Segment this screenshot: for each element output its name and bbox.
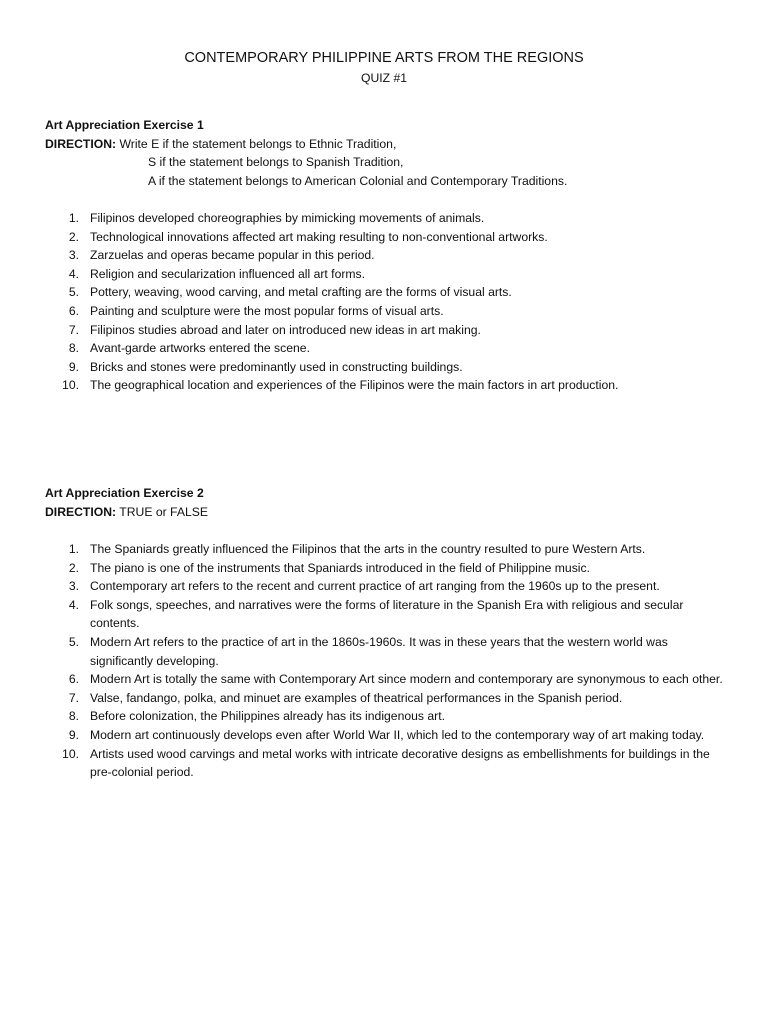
item-number: 3. (68, 248, 79, 263)
item-text: Avant-garde artworks entered the scene. (90, 341, 310, 356)
item-text: Filipinos studies abroad and later on introduced new ideas in art making. (90, 322, 481, 337)
item-number: 10. (62, 746, 79, 761)
list-item (45, 745, 730, 782)
exercise2-direction (45, 503, 735, 522)
item-text: Modern Art refers to the practice of art in the 1860s-1960s. It was in these years that the western world was significantly developing. (90, 634, 668, 668)
list-item (45, 726, 730, 745)
item-text: Zarzuelas and operas became popular in this period. (90, 248, 375, 263)
item-number: 5. (68, 634, 79, 649)
item-text: Modern art continuously develops even after World War II, which led to the contemporary way of art making today. (90, 727, 705, 742)
item-text: Valse, fandango, polka, and minuet are examples of theatrical performances in the Spanish period. (90, 690, 623, 705)
exercise2-heading: Art Appreciation Exercise 2 (45, 486, 204, 500)
item-number: 4. (68, 266, 79, 281)
exercise2-header (45, 484, 735, 521)
list-item (45, 633, 730, 670)
list-item (45, 228, 730, 247)
item-number: 2. (68, 229, 79, 244)
exercise2-direction-label: DIRECTION: (45, 504, 117, 519)
item-number: 8. (68, 709, 79, 724)
item-text: Before colonization, the Philippines already has its indigenous art. (90, 709, 446, 724)
item-text: Folk songs, speeches, and narratives were the forms of literature in the Spanish Era with religious and secular contents. (90, 597, 684, 631)
list-item (45, 707, 730, 726)
page-title: CONTEMPORARY PHILIPPINE ARTS FROM THE REGIONS (184, 50, 584, 66)
item-number: 1. (68, 211, 79, 225)
exercise1-direction-line-3: A if the statement belongs to American Colonial and Contemporary Traditions. (148, 173, 568, 188)
item-number: 10. (62, 378, 79, 393)
exercise1-direction-line-2: S if the statement belongs to Spanish Tradition, (148, 155, 404, 170)
item-text: Contemporary art refers to the recent and current practice of art ranging from the 1960s up to the present. (90, 579, 660, 594)
exercise1-question-list (45, 209, 730, 395)
item-number: 1. (68, 542, 79, 556)
item-text: Modern Art is totally the same with Contemporary Art since modern and contemporary are synonymous to each other. (90, 672, 723, 687)
list-item (45, 540, 730, 559)
exercise1-direction (45, 135, 735, 154)
exercise2-direction-text: TRUE or FALSE (119, 504, 208, 519)
list-item (45, 689, 730, 708)
exercise1-heading: Art Appreciation Exercise 1 (45, 118, 204, 132)
list-item (45, 376, 730, 395)
item-number: 3. (68, 579, 79, 594)
list-item (45, 596, 730, 633)
item-number: 4. (68, 597, 79, 612)
item-number: 7. (68, 690, 79, 705)
item-number: 2. (68, 560, 79, 575)
item-text: The Spaniards greatly influenced the Filipinos that the arts in the country resulted to pure Western Arts. (90, 542, 646, 556)
quiz-subtitle: QUIZ #1 (360, 71, 408, 85)
list-item (45, 339, 730, 358)
list-item (45, 358, 730, 377)
item-text: Artists used wood carvings and metal works with intricate decorative designs as embellishments for buildings in the pre-colonial period. (90, 746, 710, 780)
exercise1-direction-line-1: Write E if the statement belongs to Ethnic Tradition, (119, 136, 397, 151)
item-text: Filipinos developed choreographies by mimicking movements of animals. (90, 211, 485, 225)
item-text: Religion and secularization influenced all art forms. (90, 266, 366, 281)
exercise2-question-list (45, 540, 730, 782)
list-item (45, 283, 730, 302)
list-item (45, 302, 730, 321)
list-item (45, 670, 730, 689)
list-item (45, 246, 730, 265)
item-number: 6. (68, 672, 79, 687)
list-item (45, 577, 730, 596)
item-text: The geographical location and experiences of the Filipinos were the main factors in art production. (90, 378, 619, 393)
list-item (45, 265, 730, 284)
item-number: 9. (68, 359, 79, 374)
list-item (45, 559, 730, 578)
item-text: Pottery, weaving, wood carving, and metal crafting are the forms of visual arts. (90, 285, 512, 300)
exercise1-direction-label: DIRECTION: (45, 136, 117, 151)
item-number: 5. (68, 285, 79, 300)
item-text: Painting and sculpture were the most popular forms of visual arts. (90, 303, 444, 318)
item-number: 8. (68, 341, 79, 356)
exercise1-header (45, 116, 735, 190)
item-number: 6. (68, 303, 79, 318)
item-text: Bricks and stones were predominantly used in constructing buildings. (90, 359, 463, 374)
list-item (45, 209, 730, 228)
item-number: 9. (68, 727, 79, 742)
item-text: Technological innovations affected art making resulting to non-conventional artworks. (90, 229, 548, 244)
list-item (45, 321, 730, 340)
item-text: The piano is one of the instruments that Spaniards introduced in the field of Philippine music. (90, 560, 590, 575)
item-number: 7. (68, 322, 79, 337)
